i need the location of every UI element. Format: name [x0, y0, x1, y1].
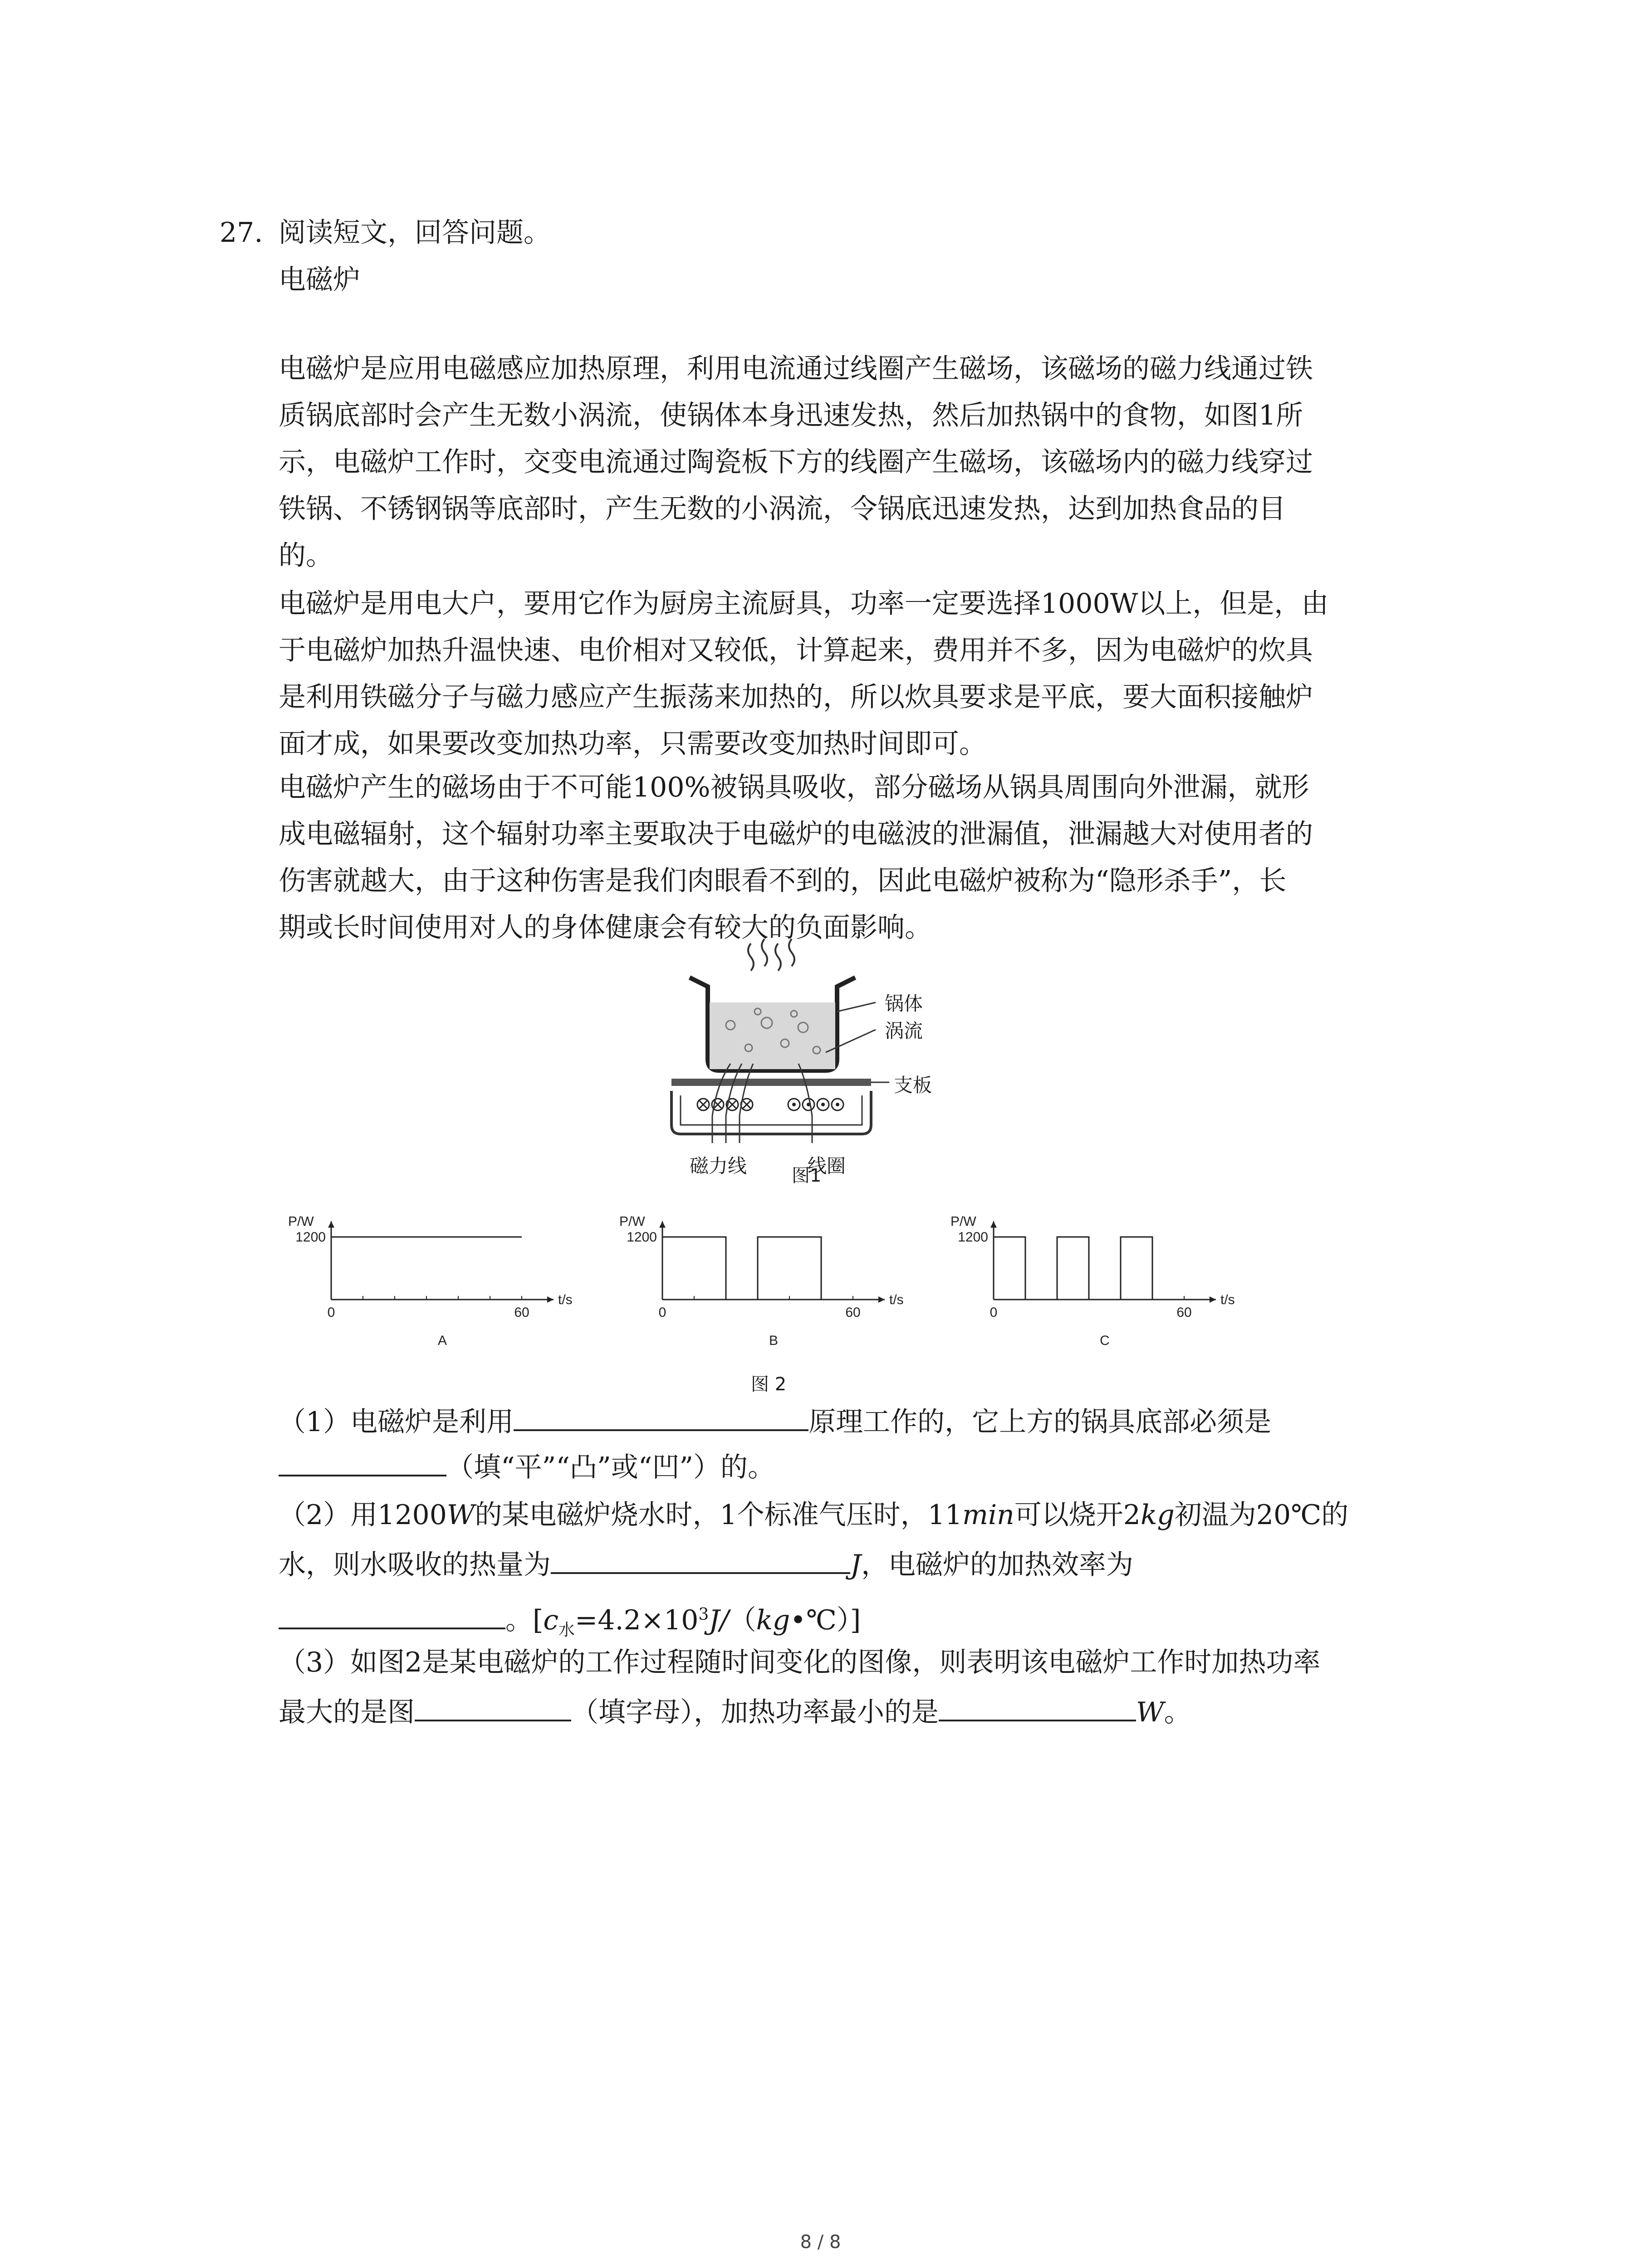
q1-blank-principle[interactable] — [514, 1399, 808, 1431]
label-field-lines: 磁力线 — [690, 1155, 747, 1177]
question-1-line-1 — [279, 1399, 1271, 1442]
q2-blank-efficiency[interactable] — [279, 1598, 505, 1629]
question-number: 27. — [220, 217, 263, 249]
x-tick-label: 60 — [1176, 1305, 1192, 1320]
q1-text: （1）电磁炉是利用 — [279, 1406, 514, 1438]
q2-unit: W — [446, 1499, 475, 1531]
paragraph-line: 的。 — [279, 540, 333, 572]
power-time-chart — [263, 1207, 590, 1347]
y-axis-arrow-icon — [990, 1222, 997, 1228]
y-axis-label: P/W — [950, 1214, 976, 1229]
paragraph-line: 电磁炉是用电大户，要用它作为厨房主流厨具，功率一定要选择1000W以上，但是，由 — [279, 588, 1329, 620]
q2-formula: J/ — [709, 1604, 729, 1636]
q2-formula: 3 — [698, 1605, 709, 1624]
steam-icon — [748, 939, 794, 971]
y-axis-arrow-icon — [328, 1222, 334, 1228]
paragraph-line: 于电磁炉加热升温快速、电价相对又较低，计算起来，费用并不多，因为电磁炉的炊具 — [279, 635, 1313, 666]
paragraph-line: 铁锅、不锈钢锅等底部时，产生无数的小涡流，令锅底迅速发热，达到加热食品的目 — [279, 493, 1286, 525]
q2-text: 。[ — [505, 1604, 544, 1636]
paragraph-line: 示，电磁炉工作时，交变电流通过陶瓷板下方的线圈产生磁场，该磁场内的磁力线穿过 — [279, 446, 1313, 478]
x-tick-label: 0 — [989, 1305, 998, 1320]
x-axis-arrow-icon — [878, 1296, 885, 1303]
question-3-line-1: （3）如图2是某电磁炉的工作过程随时间变化的图像，则表明该电磁炉工作时加热功率 — [279, 1647, 1321, 1678]
page-number: 8 / 8 — [800, 2232, 841, 2253]
y-axis-label: P/W — [619, 1214, 645, 1229]
question-instruction: 阅读短文，回答问题。 — [279, 217, 551, 249]
paragraph-2 — [279, 581, 1431, 767]
q2-formula: c — [543, 1604, 559, 1636]
chart-a — [263, 1207, 590, 1347]
paragraph-line: 电磁炉是应用电磁感应加热原理，利用电流通过线圈产生磁场，该磁场的磁力线通过铁 — [279, 353, 1313, 385]
x-tick-label: 0 — [327, 1305, 335, 1320]
question-3-line-2 — [279, 1690, 1191, 1733]
label-pot-body: 锅体 — [885, 992, 923, 1015]
x-axis-arrow-icon — [1210, 1296, 1216, 1303]
q2-blank-heat[interactable] — [551, 1542, 850, 1574]
passage-title: 电磁炉 — [279, 264, 360, 296]
x-axis-label: t/s — [1220, 1292, 1235, 1307]
q3-blank-min[interactable] — [939, 1690, 1136, 1721]
y-tick-label: 1200 — [958, 1230, 988, 1245]
paragraph-1 — [279, 346, 1431, 579]
q2-unit: min — [962, 1499, 1014, 1531]
q2-unit: J — [850, 1549, 862, 1581]
q2-text: 可以烧开2 — [1014, 1499, 1141, 1531]
figure-2-caption: 图 2 — [751, 1374, 787, 1395]
q2-formula: kg — [756, 1604, 790, 1636]
label-coil: 线圈 — [808, 1155, 846, 1177]
q3-text: 。 — [1164, 1696, 1191, 1728]
q2-formula: =4.2×10 — [575, 1604, 699, 1636]
power-time-chart — [594, 1207, 921, 1347]
question-2-line-2 — [279, 1542, 1133, 1585]
q2-unit: kg — [1141, 1499, 1175, 1531]
q3-blank-max[interactable] — [415, 1690, 571, 1721]
question-2-line-1 — [279, 1495, 1348, 1535]
x-axis-label: t/s — [889, 1292, 904, 1307]
x-axis-arrow-icon — [547, 1296, 554, 1303]
paragraph-line: 面才成，如果要改变加热功率，只需要改变加热时间即可。 — [279, 728, 986, 760]
chart-letter-label: A — [437, 1333, 447, 1347]
q1-text: 原理工作的，它上方的锅具底部必须是 — [808, 1406, 1272, 1438]
y-axis-label: P/W — [288, 1214, 314, 1229]
induction-cooker-diagram — [662, 934, 971, 1148]
q1-text: （填“平”“凸”或“凹”）的。 — [446, 1452, 775, 1483]
water-fill — [710, 1002, 835, 1069]
figure-1-caption: 图1 — [792, 1165, 822, 1186]
q2-formula: 水 — [558, 1621, 575, 1639]
question-1-line-2 — [279, 1445, 775, 1488]
x-tick-label: 0 — [658, 1305, 666, 1320]
label-support-plate: 支板 — [894, 1074, 932, 1096]
q3-unit: W — [1136, 1696, 1164, 1728]
q3-text: 最大的是图 — [279, 1696, 415, 1728]
label-eddy-current: 涡流 — [885, 1020, 923, 1042]
q2-text: （2）用1200 — [279, 1499, 447, 1531]
paragraph-line: 伤害就越大，由于这种伤害是我们肉眼看不到的，因此电磁炉被称为“隐形杀手”，长 — [279, 865, 1287, 897]
q2-formula: （ — [729, 1604, 756, 1636]
y-tick-label: 1200 — [627, 1230, 657, 1245]
paragraph-line: 电磁炉产生的磁场由于不可能100%被锅具吸收，部分磁场从锅具周围向外泄漏，就形 — [279, 772, 1309, 803]
paragraph-line: 成电磁辐射，这个辐射功率主要取决于电磁炉的电磁波的泄漏值，泄漏越大对使用者的 — [279, 818, 1313, 850]
q2-formula: •℃）] — [790, 1604, 861, 1636]
chart-letter-label: B — [769, 1333, 779, 1347]
power-series-line — [662, 1237, 821, 1300]
q2-text: 水，则水吸收的热量为 — [279, 1549, 551, 1581]
q2-text: 初温为20℃的 — [1174, 1499, 1349, 1531]
figure-1-induction-cooker — [662, 934, 971, 1188]
chart-letter-label: C — [1100, 1333, 1110, 1347]
q2-text: 的某电磁炉烧水时，1个标准气压时，11 — [475, 1499, 963, 1531]
q2-text: ，电磁炉的加热效率为 — [861, 1549, 1134, 1581]
x-tick-label: 60 — [845, 1305, 861, 1320]
q1-blank-shape[interactable] — [279, 1445, 446, 1476]
question-header — [220, 212, 551, 253]
x-tick-label: 60 — [514, 1305, 529, 1320]
y-tick-label: 1200 — [295, 1230, 326, 1245]
chart-c — [926, 1207, 1252, 1347]
support-plate — [671, 1079, 871, 1086]
paragraph-line: 期或长时间使用对人的身体健康会有较大的负面影响。 — [279, 912, 932, 943]
paragraph-line: 是利用铁磁分子与磁力感应产生振荡来加热的，所以炊具要求是平底，要大面积接触炉 — [279, 681, 1313, 713]
paragraph-3 — [279, 764, 1431, 951]
power-time-chart — [926, 1207, 1252, 1347]
q3-text: （填字母），加热功率最小的是 — [571, 1696, 939, 1728]
power-series-line — [994, 1237, 1152, 1300]
chart-b — [594, 1207, 921, 1347]
paragraph-line: 质锅底部时会产生无数小涡流，使锅体本身迅速发热，然后加热锅中的食物，如图1所 — [279, 400, 1303, 431]
y-axis-arrow-icon — [659, 1222, 666, 1228]
x-axis-label: t/s — [558, 1292, 573, 1307]
